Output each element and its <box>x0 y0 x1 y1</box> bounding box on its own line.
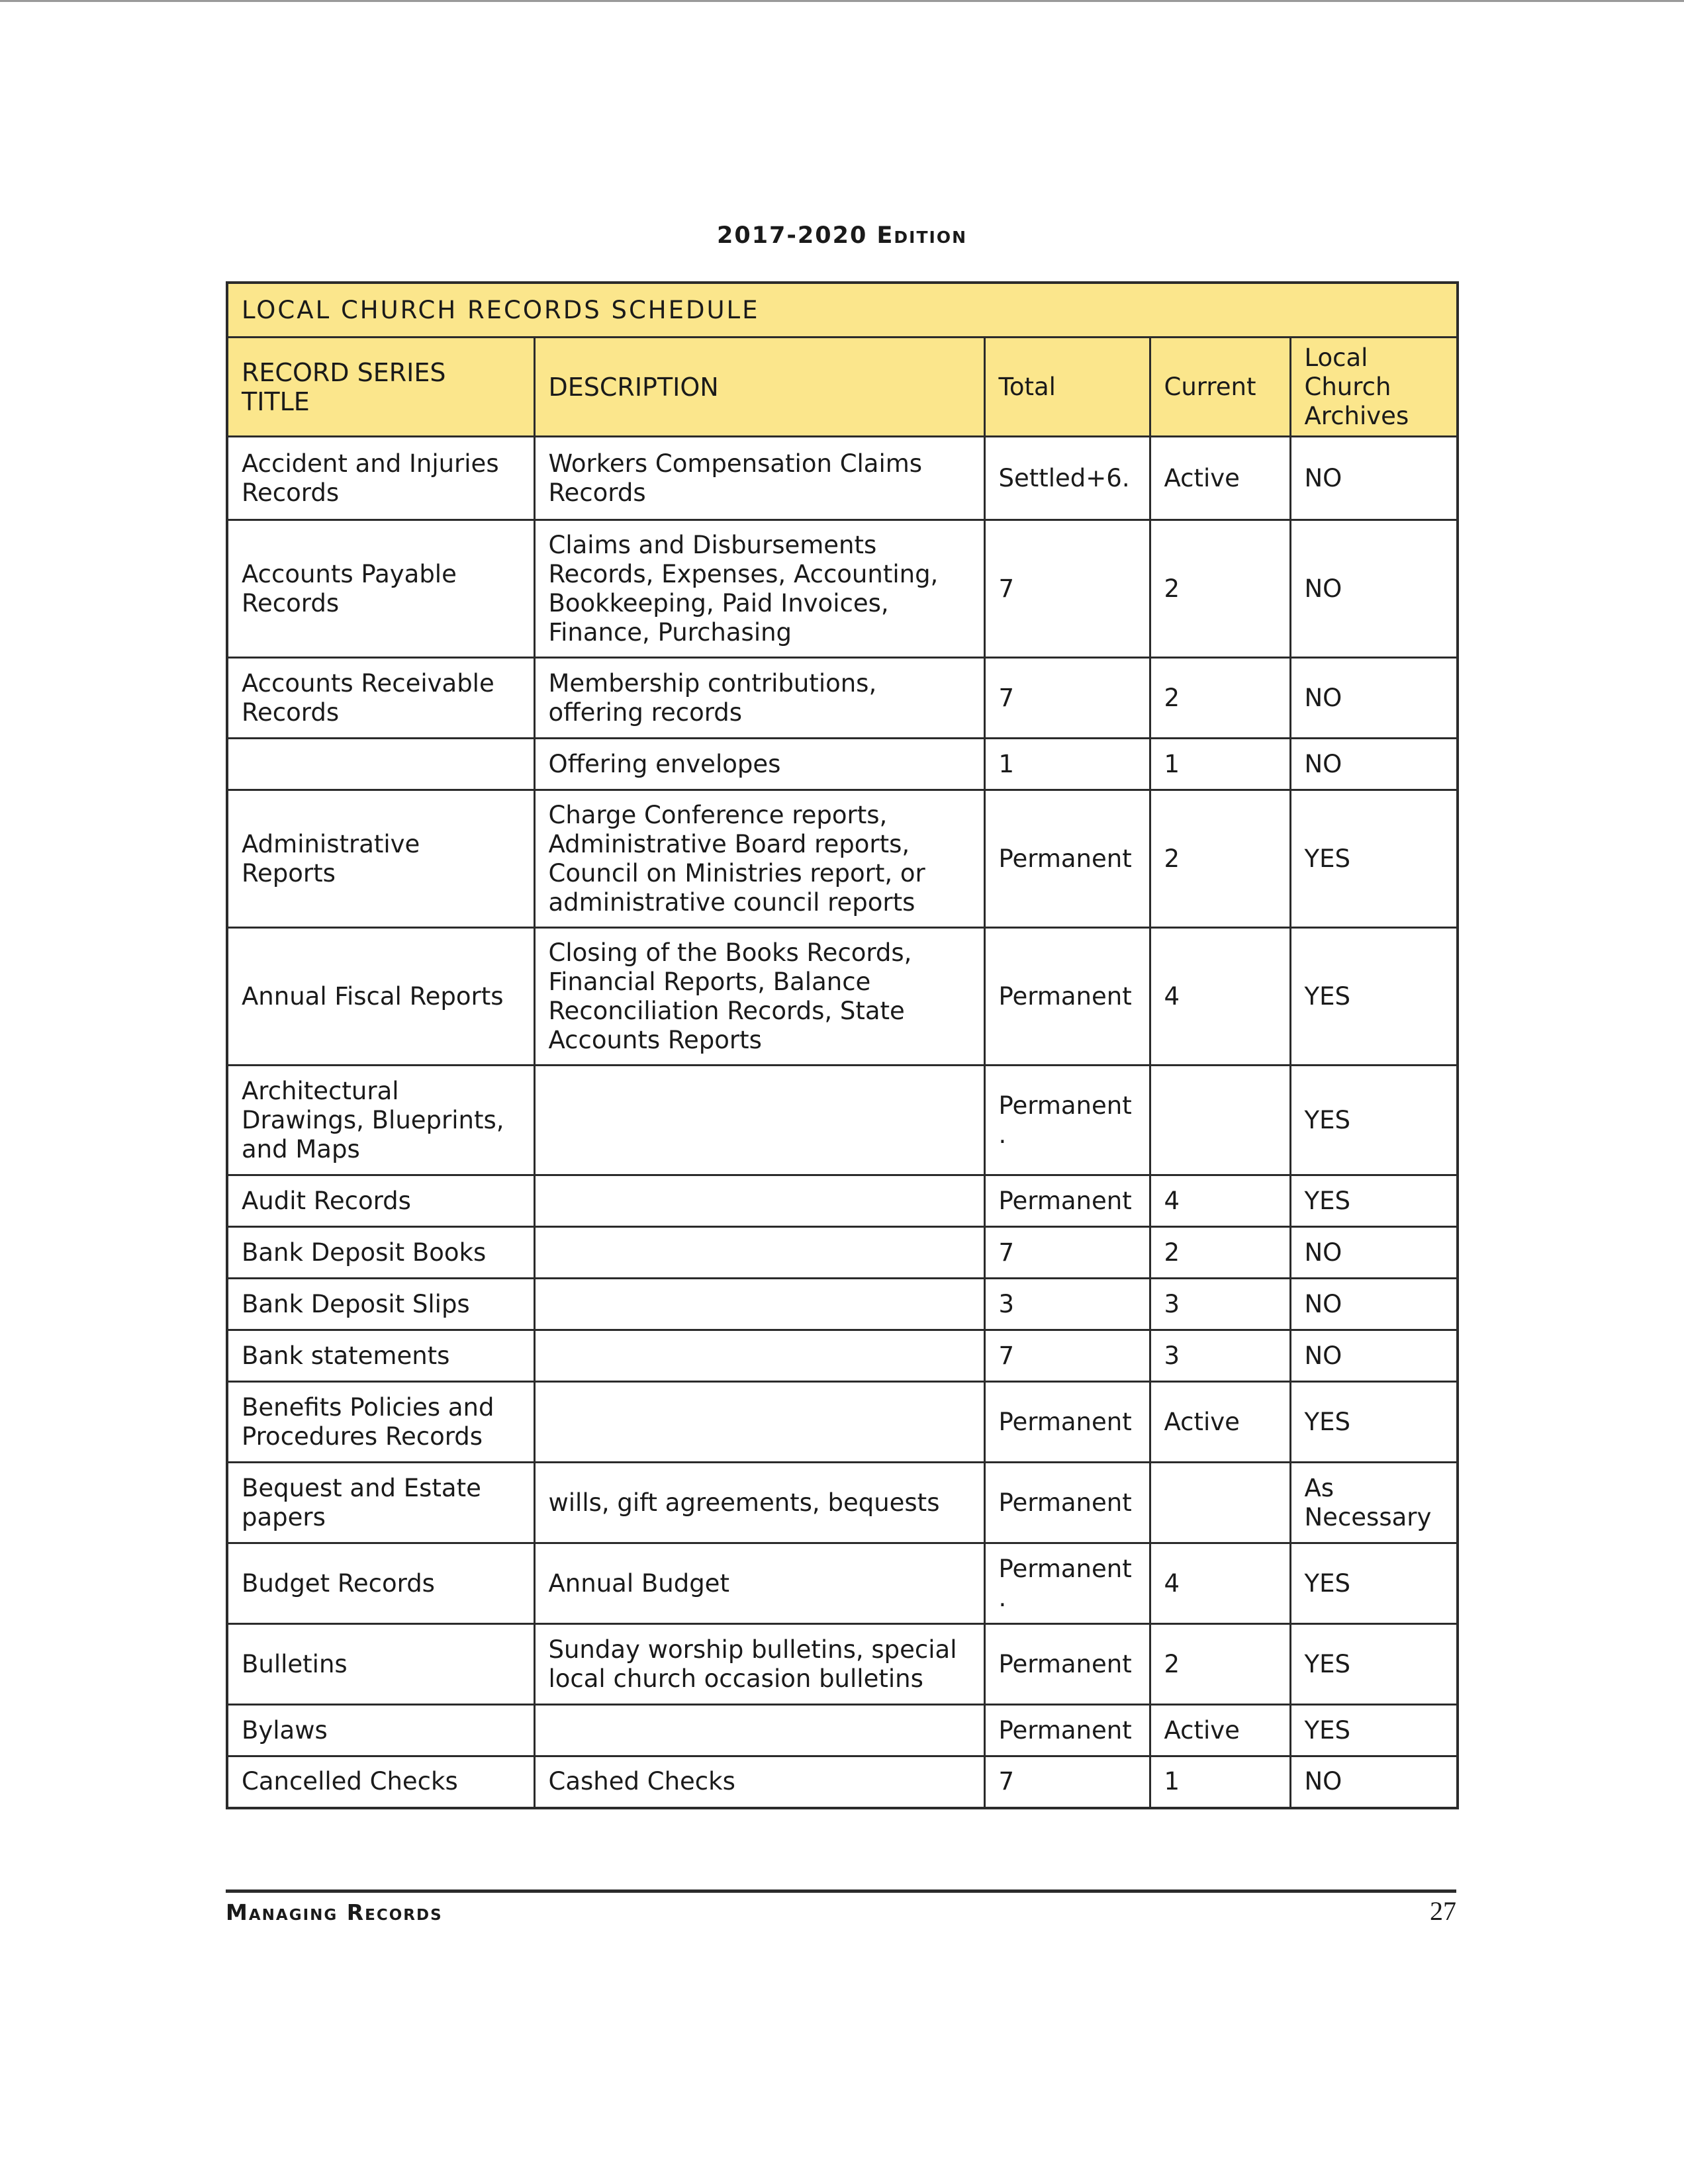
total-cell: Permanent <box>984 790 1150 928</box>
table-row <box>227 1624 1458 1705</box>
table-row <box>227 1330 1458 1382</box>
archives-cell: NO <box>1290 1227 1458 1279</box>
table-row <box>227 928 1458 1066</box>
archives-cell: NO <box>1290 520 1458 658</box>
description-cell: Sunday worship bulletins, special local church occasion bulletins <box>534 1624 984 1705</box>
total-cell: Permanent . <box>984 1066 1150 1175</box>
top-edge-rule <box>0 0 1684 2</box>
description-cell: wills, gift agreements, bequests <box>534 1463 984 1543</box>
current-cell: 2 <box>1150 1227 1290 1279</box>
record-title-cell: Benefits Policies and Procedures Records <box>227 1382 534 1463</box>
table-row <box>227 658 1458 739</box>
total-cell: 7 <box>984 1227 1150 1279</box>
column-header-record-series-title: RECORD SERIES TITLE <box>227 338 534 437</box>
description-cell <box>534 1330 984 1382</box>
current-cell: 2 <box>1150 658 1290 739</box>
record-title-cell: Administrative Reports <box>227 790 534 928</box>
record-title-cell: Accounts Receivable Records <box>227 658 534 739</box>
description-cell <box>534 1382 984 1463</box>
archives-cell: NO <box>1290 1279 1458 1330</box>
current-cell: 4 <box>1150 1175 1290 1227</box>
description-cell <box>534 1279 984 1330</box>
record-title-cell: Bulletins <box>227 1624 534 1705</box>
current-cell: 1 <box>1150 1756 1290 1808</box>
archives-cell: YES <box>1290 1705 1458 1756</box>
archives-cell: NO <box>1290 1756 1458 1808</box>
total-cell: 3 <box>984 1279 1150 1330</box>
total-cell: Permanent <box>984 1382 1150 1463</box>
record-title-cell: Architectural Drawings, Blueprints, and Maps <box>227 1066 534 1175</box>
description-cell: Annual Budget <box>534 1543 984 1624</box>
record-title-cell: Bank statements <box>227 1330 534 1382</box>
total-cell: 7 <box>984 658 1150 739</box>
total-cell: Permanent <box>984 1175 1150 1227</box>
description-cell: Workers Compensation Claims Records <box>534 437 984 520</box>
table-row <box>227 1756 1458 1808</box>
archives-cell: YES <box>1290 1543 1458 1624</box>
total-cell: Permanent <box>984 1624 1150 1705</box>
total-cell: 7 <box>984 1756 1150 1808</box>
page-number: 27 <box>1430 1896 1456 1926</box>
table-row <box>227 1227 1458 1279</box>
archives-cell: As Necessary <box>1290 1463 1458 1543</box>
record-title-cell: Annual Fiscal Reports <box>227 928 534 1066</box>
archives-cell: YES <box>1290 1624 1458 1705</box>
table-row <box>227 520 1458 658</box>
edition-header: 2017-2020 Edition <box>716 222 968 249</box>
table-row <box>227 437 1458 520</box>
archives-cell: NO <box>1290 437 1458 520</box>
record-title-cell: Cancelled Checks <box>227 1756 534 1808</box>
footer-rule <box>226 1889 1456 1893</box>
table-row <box>227 1175 1458 1227</box>
archives-cell: NO <box>1290 658 1458 739</box>
archives-cell: YES <box>1290 928 1458 1066</box>
record-title-cell: Bylaws <box>227 1705 534 1756</box>
description-cell <box>534 1066 984 1175</box>
column-header-total: Total <box>984 338 1150 437</box>
archives-cell: YES <box>1290 1066 1458 1175</box>
record-title-cell <box>227 739 534 790</box>
total-cell: Permanent <box>984 1463 1150 1543</box>
table-row <box>227 1705 1458 1756</box>
total-cell: 7 <box>984 520 1150 658</box>
records-schedule-table <box>226 281 1459 1809</box>
current-cell: 4 <box>1150 928 1290 1066</box>
record-title-cell: Accident and Injuries Records <box>227 437 534 520</box>
column-header-description: DESCRIPTION <box>534 338 984 437</box>
archives-cell: YES <box>1290 1382 1458 1463</box>
record-title-cell: Bequest and Estate papers <box>227 1463 534 1543</box>
record-title-cell: Accounts Payable Records <box>227 520 534 658</box>
record-title-cell: Bank Deposit Books <box>227 1227 534 1279</box>
current-cell <box>1150 1463 1290 1543</box>
record-title-cell: Audit Records <box>227 1175 534 1227</box>
total-cell: Permanent . <box>984 1543 1150 1624</box>
table-row <box>227 739 1458 790</box>
description-cell: Membership contributions, offering records <box>534 658 984 739</box>
description-cell: Cashed Checks <box>534 1756 984 1808</box>
description-cell: Charge Conference reports, Administrative Board reports, Council on Ministries report, or administrative council reports <box>534 790 984 928</box>
archives-cell: NO <box>1290 1330 1458 1382</box>
record-title-cell: Budget Records <box>227 1543 534 1624</box>
current-cell: 2 <box>1150 790 1290 928</box>
table-row <box>227 790 1458 928</box>
total-cell: Permanent <box>984 1705 1150 1756</box>
table-row <box>227 1382 1458 1463</box>
current-cell: Active <box>1150 1382 1290 1463</box>
description-cell <box>534 1705 984 1756</box>
current-cell <box>1150 1066 1290 1175</box>
table-row <box>227 1463 1458 1543</box>
table-row <box>227 1066 1458 1175</box>
description-cell <box>534 1227 984 1279</box>
table-title: LOCAL CHURCH RECORDS SCHEDULE <box>227 283 1458 338</box>
record-title-cell: Bank Deposit Slips <box>227 1279 534 1330</box>
archives-cell: NO <box>1290 739 1458 790</box>
total-cell: Permanent <box>984 928 1150 1066</box>
description-cell: Claims and Disbursements Records, Expenses, Accounting, Bookkeeping, Paid Invoices, Finance, Purchasing <box>534 520 984 658</box>
total-cell: 1 <box>984 739 1150 790</box>
description-cell <box>534 1175 984 1227</box>
description-cell: Offering envelopes <box>534 739 984 790</box>
column-header-current: Current <box>1150 338 1290 437</box>
current-cell: 1 <box>1150 739 1290 790</box>
description-cell: Closing of the Books Records, Financial Reports, Balance Reconciliation Records, State Accounts Reports <box>534 928 984 1066</box>
current-cell: 3 <box>1150 1330 1290 1382</box>
total-cell: 7 <box>984 1330 1150 1382</box>
current-cell: 2 <box>1150 520 1290 658</box>
table-row <box>227 1543 1458 1624</box>
table-row <box>227 1279 1458 1330</box>
current-cell: 4 <box>1150 1543 1290 1624</box>
archives-cell: YES <box>1290 790 1458 928</box>
current-cell: 3 <box>1150 1279 1290 1330</box>
current-cell: Active <box>1150 1705 1290 1756</box>
archives-cell: YES <box>1290 1175 1458 1227</box>
column-header-local-church-archives: Local Church Archives <box>1290 338 1458 437</box>
current-cell: 2 <box>1150 1624 1290 1705</box>
footer-section-title: Managing Records <box>226 1899 443 1925</box>
total-cell: Settled+6. <box>984 437 1150 520</box>
current-cell: Active <box>1150 437 1290 520</box>
